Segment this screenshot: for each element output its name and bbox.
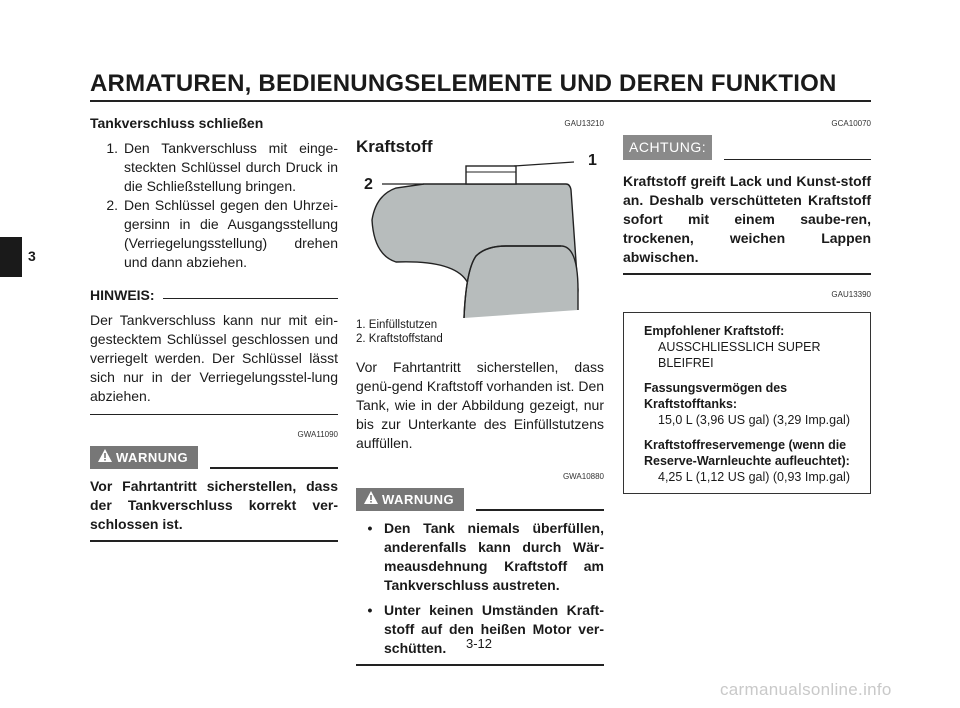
spec-label: Reserve-Warnleuchte aufleuchtet): xyxy=(644,454,850,468)
step-text: Den Schlüssel gegen den Uhrzei-gersinn in die Ausgangsstellung (Verriegelungsstellung) drehen und dann abziehen. xyxy=(124,197,338,270)
page-header-title: ARMATUREN, BEDIENUNGSELEMENTE UND DEREN FUNKTION xyxy=(90,70,837,97)
fuel-spec-box xyxy=(623,312,871,494)
column-3 xyxy=(623,114,871,494)
caution-rule xyxy=(724,159,871,160)
section-heading-close-cap: Tankverschluss schließen xyxy=(90,115,264,131)
note-rule xyxy=(163,298,338,299)
spec-value: 15,0 L (3,96 US gal) (3,29 Imp.gal) xyxy=(658,413,850,427)
chapter-tab-number: 3 xyxy=(28,248,36,264)
spec-value: AUSSCHLIESSLICH SUPER xyxy=(658,340,821,354)
note-label: HINWEIS: xyxy=(90,287,155,303)
doc-code: GCA10070 xyxy=(831,119,871,128)
caution-end-rule xyxy=(623,273,871,275)
warning-end-rule xyxy=(356,664,604,666)
bullet-text: Unter keinen Umständen Kraft-stoff auf den heißen Motor ver-schütten. xyxy=(384,602,604,656)
watermark-text: carmanualsonline.info xyxy=(720,680,892,699)
step-text: Den Tankverschluss mit einge-steckten Schlüssel durch Druck in die Schließstellung bringen. xyxy=(124,140,338,194)
spec-label: Kraftstofftanks: xyxy=(644,397,738,411)
page-number: 3-12 xyxy=(466,636,493,651)
doc-code: GWA10880 xyxy=(562,472,604,481)
warning-header xyxy=(356,488,604,511)
warning-text: Vor Fahrtantritt sicherstellen, dass der Tankverschluss korrekt ver-schlossen ist. xyxy=(90,478,338,532)
doc-code: GAU13390 xyxy=(831,290,871,299)
bullet-text: Den Tank niemals überfüllen, anderenfalls kann durch Wär-meausdehnung Kraftstoff am Tankverschluss austreten. xyxy=(384,520,604,593)
spec-value: 4,25 L (1,12 US gal) (0,93 Imp.gal) xyxy=(658,470,850,484)
warning-triangle-icon xyxy=(364,491,378,504)
fuel-tank-diagram xyxy=(356,150,604,320)
list-item xyxy=(356,519,604,595)
callout-2: 2 xyxy=(364,176,373,193)
spec-label: Fassungsvermögen des xyxy=(644,381,788,395)
bullet-dot: • xyxy=(367,602,373,618)
warning-badge xyxy=(90,446,198,469)
warning-label: WARNUNG xyxy=(382,492,455,507)
caution-header xyxy=(623,135,871,160)
spec-value: BLEIFREI xyxy=(658,356,714,370)
warning-rule xyxy=(210,467,338,469)
legend-item: 1. Einfüllstutzen xyxy=(356,319,438,331)
warning-triangle-icon xyxy=(98,449,112,462)
chapter-tab xyxy=(0,237,22,277)
column-1 xyxy=(90,114,338,542)
warning-badge xyxy=(356,488,464,511)
warning-header xyxy=(90,446,338,469)
warning-rule xyxy=(476,509,604,511)
warning-label: WARNUNG xyxy=(116,450,189,465)
step-number: 1. xyxy=(106,140,118,156)
bullet-dot: • xyxy=(367,520,373,536)
list-item xyxy=(90,139,338,196)
spec-label: Kraftstoffreservemenge (wenn die xyxy=(644,438,847,452)
doc-code: GWA11090 xyxy=(297,430,338,439)
warning-end-rule xyxy=(90,540,338,542)
note-text: Der Tankverschluss kann nur mit ein-gestecktem Schlüssel geschlossen und verriegelt werden. Der Schlüssel lässt sich nur in der Verriegelungsstel-lung abziehen. xyxy=(90,312,338,404)
legend-item: 2. Kraftstoffstand xyxy=(356,333,443,345)
callout-1: 1 xyxy=(588,152,597,169)
list-item xyxy=(90,196,338,272)
note-end-rule xyxy=(90,414,338,415)
caution-text: Kraftstoff greift Lack und Kunst-stoff an. Deshalb verschütteten Kraftstoff sofort mit einem saube-ren, trockenen, weichen Lappen abwischen. xyxy=(623,173,871,265)
note-header xyxy=(90,286,338,305)
section-heading-fuel: Kraftstoff xyxy=(356,137,433,156)
column-2-lower xyxy=(356,318,604,666)
spec-label: Empfohlener Kraftstoff: xyxy=(644,324,785,338)
fuel-body-text: Vor Fahrtantritt sicherstellen, dass genü-gend Kraftstoff vorhanden ist. Den Tank, wie in der Abbildung gezeigt, nur bis zur Unterkante des Einfüllstutzens auffüllen. xyxy=(356,359,605,451)
doc-code: GAU13210 xyxy=(564,119,604,128)
step-number: 2. xyxy=(106,197,118,213)
header-rule xyxy=(90,100,871,102)
caution-badge: ACHTUNG: xyxy=(623,135,712,160)
